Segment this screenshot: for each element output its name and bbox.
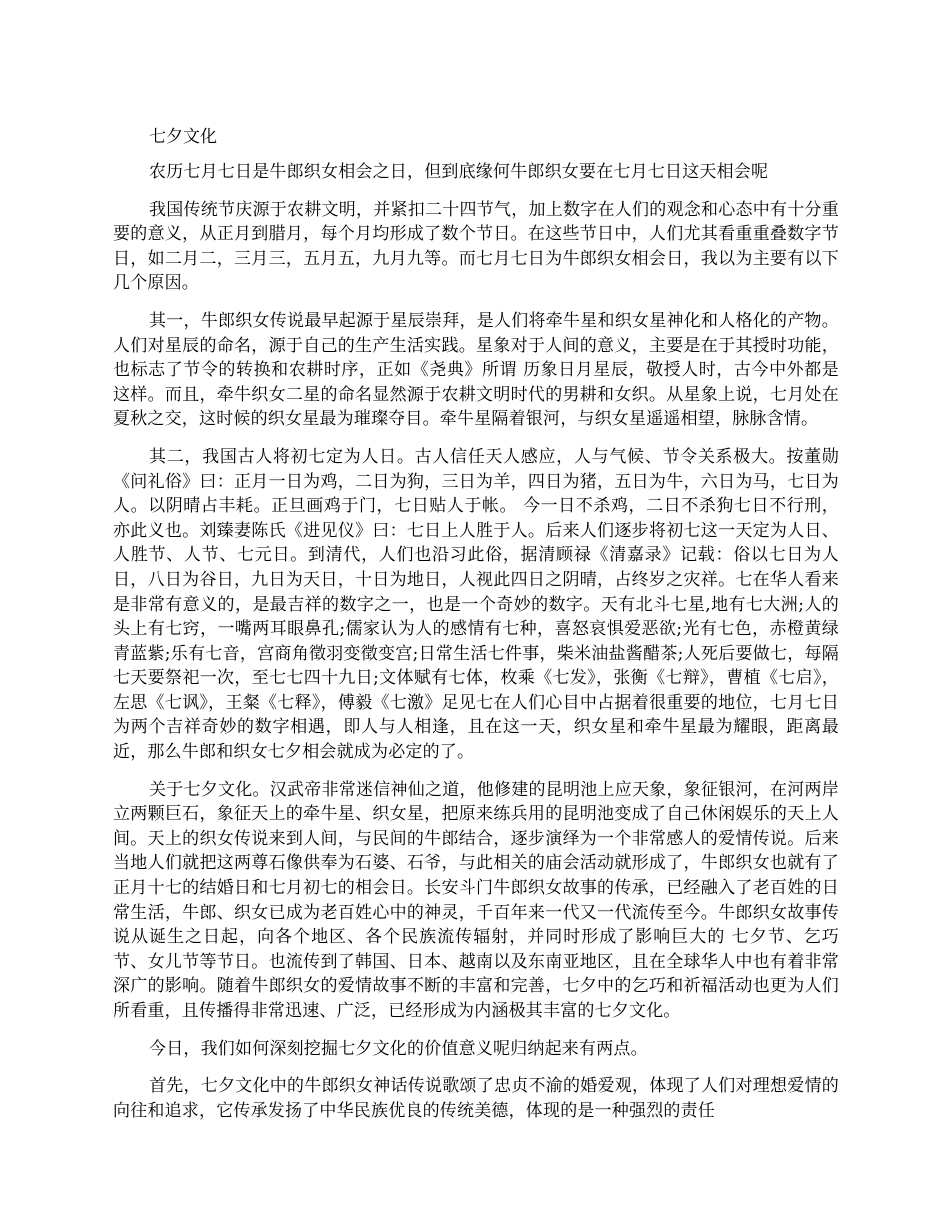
paragraph-value-question: 今日，我们如何深刻挖掘七夕文化的价值意义呢归纳起来有两点。 <box>149 1038 648 1059</box>
paragraph-reason-one: 其一，牛郎织女传说最早起源于星辰崇拜，是人们将牵牛星和织女星神化和人格化的产物。人们对星辰的命名，源于自己的生产生活实践。星象对于人间的意义，主要是在于其授时功能，也标志了节令的转换和农耕时序，正如《尧典》所谓 历象日月星辰，敬授人时，古今中外都是这样。而且，牵牛织女二星的命名显然源于农耕文明时代的男耕和女织。从星象上说，七月处在夏秋之交，这时候的织女星最为璀璨夺目。牵牛星隔着银河，与织女星遥遥相望，脉脉含情。 <box>113 310 839 430</box>
paragraph-reason-two: 其二，我国古人将初七定为人日。古人信任天人感应，人与气候、节令关系极大。按董勋《问礼俗》曰：正月一日为鸡，二日为狗，三日为羊，四日为猪，五日为牛，六日为马，七日为人。以阴晴占丰耗。正旦画鸡于门，七日贴人于帐。 今一日不杀鸡，二日不杀狗七日不行刑，亦此义也。刘臻妻陈氏《进见仪》曰：七日上人胜于人。后来人们逐步将初七这一天定为人日、人胜节、人节、七元日。到清代，人们也沿习此俗，据清顾禄《清嘉录》记载：俗以七日为人日，八日为谷日，九日为天日，十日为地日，人视此四日之阴晴，占终岁之灾祥。七在华人看来是非常有意义的，是最吉祥的数字之一，也是一个奇妙的数字。天有北斗七星,地有七大洲;人的头上有七窍，一嘴两耳眼鼻孔;儒家认为人的感情有七种，喜怒哀惧爱恶欲;光有七色，赤橙黄绿青蓝紫;乐有七音，宫商角徵羽变徵变宫;日常生活七件事，柴米油盐酱醋茶;人死后要做七，每隔七天要祭祀一次，至七七四十九日;文体赋有七体，枚乘《七发》，张衡《七辩》，曹植《七启》，左思《七讽》，王粲《七释》，傅毅《七激》足见七在人们心目中占据着很重要的地位，七月七日为两个吉祥奇妙的数字相遇，即人与人相逢，且在这一天，织女星和牵牛星最为耀眼，距离最近，那么牛郎和织女七夕相会就成为必定的了。 <box>113 446 839 763</box>
document-page <box>113 124 839 1136</box>
paragraph-intro-question: 农历七月七日是牛郎织女相会之日，但到底缘何牛郎织女要在七月七日这天相会呢 <box>149 162 769 182</box>
paragraph-first-point: 首先，七夕文化中的牛郎织女神话传说歌颂了忠贞不渝的婚爱观，体现了人们对理想爱情的向往和追求，它传承发扬了中华民族优良的传统美德，体现的是一种强烈的责任 <box>113 1076 839 1121</box>
document-title: 七夕文化 <box>149 127 217 147</box>
paragraph-farming-origin: 我国传统节庆源于农耕文明，并紧扣二十四节气，加上数字在人们的观念和心态中有十分重要的意义，从正月到腊月，每个月均形成了数个节日。在这些节日中，人们尤其看重重叠数字节日，如二月二，三月三，五月五，九月九等。而七月七日为牛郎织女相会日，我以为主要有以下几个原因。 <box>113 199 839 294</box>
paragraph-qixi-culture: 关于七夕文化。汉武帝非常迷信神仙之道，他修建的昆明池上应天象，象征银河，在河两岸立两颗巨石，象征天上的牵牛星、织女星，把原来练兵用的昆明池变成了自己休闲娱乐的天上人间。天上的织女传说来到人间，与民间的牛郎结合，逐步演绎为一个非常感人的爱情传说。后来当地人们就把这两尊石像供奉为石婆、石爷，与此相关的庙会活动就形成了，牛郎织女也就有了正月十七的结婚日和七月初七的相会日。长安斗门牛郎织女故事的传承，已经融入了老百姓的日常生活，牛郎、织女已成为老百姓心中的神灵，千百年来一代又一代流传至今。牛郎织女故事传说从诞生之日起，向各个地区、各个民族流传辐射，并同时形成了影响巨大的 七夕节、乞巧节、女儿节等节日。也流传到了韩国、日本、越南以及东南亚地区，且在全球华人中也有着非常深广的影响。随着牛郎织女的爱情故事不断的丰富和完善，七夕中的乞巧和祈福活动也更为人们所看重，且传播得非常迅速、广泛，已经形成为内涵极其丰富的七夕文化。 <box>113 779 839 1021</box>
